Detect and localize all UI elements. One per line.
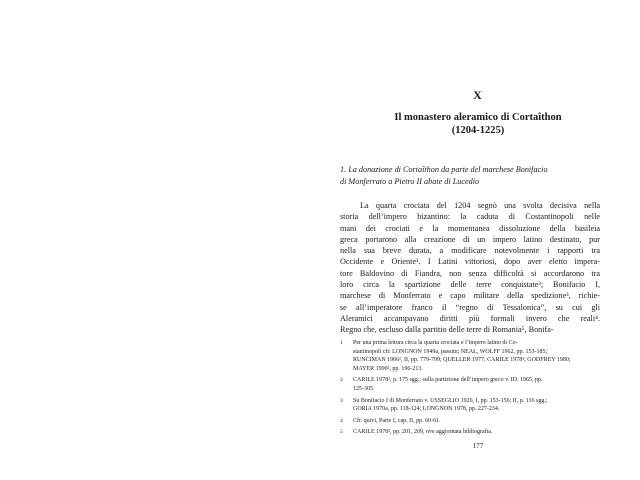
footnote — [340, 376, 602, 393]
footnote-line: CARILE 1978², pp. 201, 209, ove aggiornata bibliografia. — [353, 429, 493, 436]
body-line: Occidente e Oriente¹. I Latini vittoriosi, dopo aver eletto impera- — [340, 257, 600, 267]
body-line: Aleramici accampavano diritti più formali invero che reali⁴. — [340, 313, 600, 323]
footnote-line: GORIA 1970a, pp. 118-124; LONGNON 1978, pp. 227-234. — [353, 406, 500, 413]
footnote-text — [353, 376, 602, 393]
body-paragraph — [340, 200, 600, 336]
footnote-number: 1 — [340, 340, 343, 346]
body-line: tore Baldovino di Fiandra, non senza difficoltà si accordarono tra — [340, 268, 600, 278]
page-number: 177 — [472, 442, 484, 450]
footnote-line: Per una prima lettura circa la quarta crociata e l’impero latino di Co- — [353, 340, 518, 346]
footnote-line: MAYER 1990², pp. 196-213. — [353, 365, 423, 372]
footnote — [340, 397, 602, 414]
body-line: mani dei crociati e la momentanea dissoluzione della basileia — [340, 223, 600, 233]
footnote — [340, 339, 602, 373]
chapter-title-line: Il monastero aleramico di Cortaîthon — [394, 112, 562, 123]
footnotes — [340, 339, 602, 440]
footnote-number: 5 — [340, 429, 343, 436]
chapter-title-dates: (1204-1225) — [451, 125, 505, 136]
body-line: La quarta crociata del 1204 segnò una svolta decisiva nella — [360, 201, 600, 210]
footnote — [340, 417, 602, 426]
footnote-number: 2 — [340, 377, 343, 384]
body-line: nella sua breve durata, a modificare notevolmente i rapporti tra — [340, 246, 600, 256]
chapter-number: X — [473, 88, 483, 102]
body-line: loro circa la spartizione delle terre conquistate²; Bonifacio I, — [340, 280, 600, 290]
body-line: greca portarono alla creazione di un impero latino destinato, pur — [340, 234, 600, 244]
footnote-line: Cfr. quivi, Parte I, cap. II, pp. 60-61. — [353, 417, 441, 424]
footnote-number: 3 — [340, 397, 343, 404]
footnote-text — [353, 397, 602, 414]
footnote — [340, 428, 602, 437]
chapter-title — [340, 111, 616, 137]
footnote-line: RUNCIMAN 1966², II, pp. 779-799; QUELLER 1977; CARILE 1978²; GODFREY 1980; — [353, 357, 571, 364]
body-line: Regno che, escluso dalla partitio delle terre di Romania⁵, Bonifa- — [340, 325, 554, 335]
section-title-line: 1. La donazione di Cortaîthon da parte del marchese Bonifacio — [340, 165, 548, 174]
footnote-number: 4 — [340, 417, 343, 424]
footnote-line: stantinopoli cfr. LONGNON 1949a, passim; NEAL, WOLFF 1962, pp. 153-185; — [353, 348, 548, 355]
body-line: storia dell’impero bizantino: la caduta di Costantinopoli nelle — [340, 212, 600, 222]
section-title-line: di Monferrato a Pietro II abate di Lucedio — [340, 177, 480, 186]
footnote-line: Su Bonifacio I di Monferrato v. USSEGLIO 1926, I, pp. 153-156; II, p. 116 sgg.; — [353, 397, 548, 404]
body-line: marchese di Monferrato e capo militare della spedizione³, richie- — [340, 291, 600, 301]
section-title — [340, 164, 602, 188]
footnote-text — [353, 339, 602, 373]
footnote-text — [353, 417, 602, 426]
footnote-text — [353, 428, 602, 437]
footnote-line: 125-305. — [353, 385, 375, 392]
body-line: se all’imperatore franco il “regno di Tessalonica”, su cui gli — [340, 302, 600, 312]
footnote-line: CARILE 1978², p. 175 sgg.; sulla partizione dell’impero greco v. ID. 1965, pp. — [353, 377, 543, 384]
